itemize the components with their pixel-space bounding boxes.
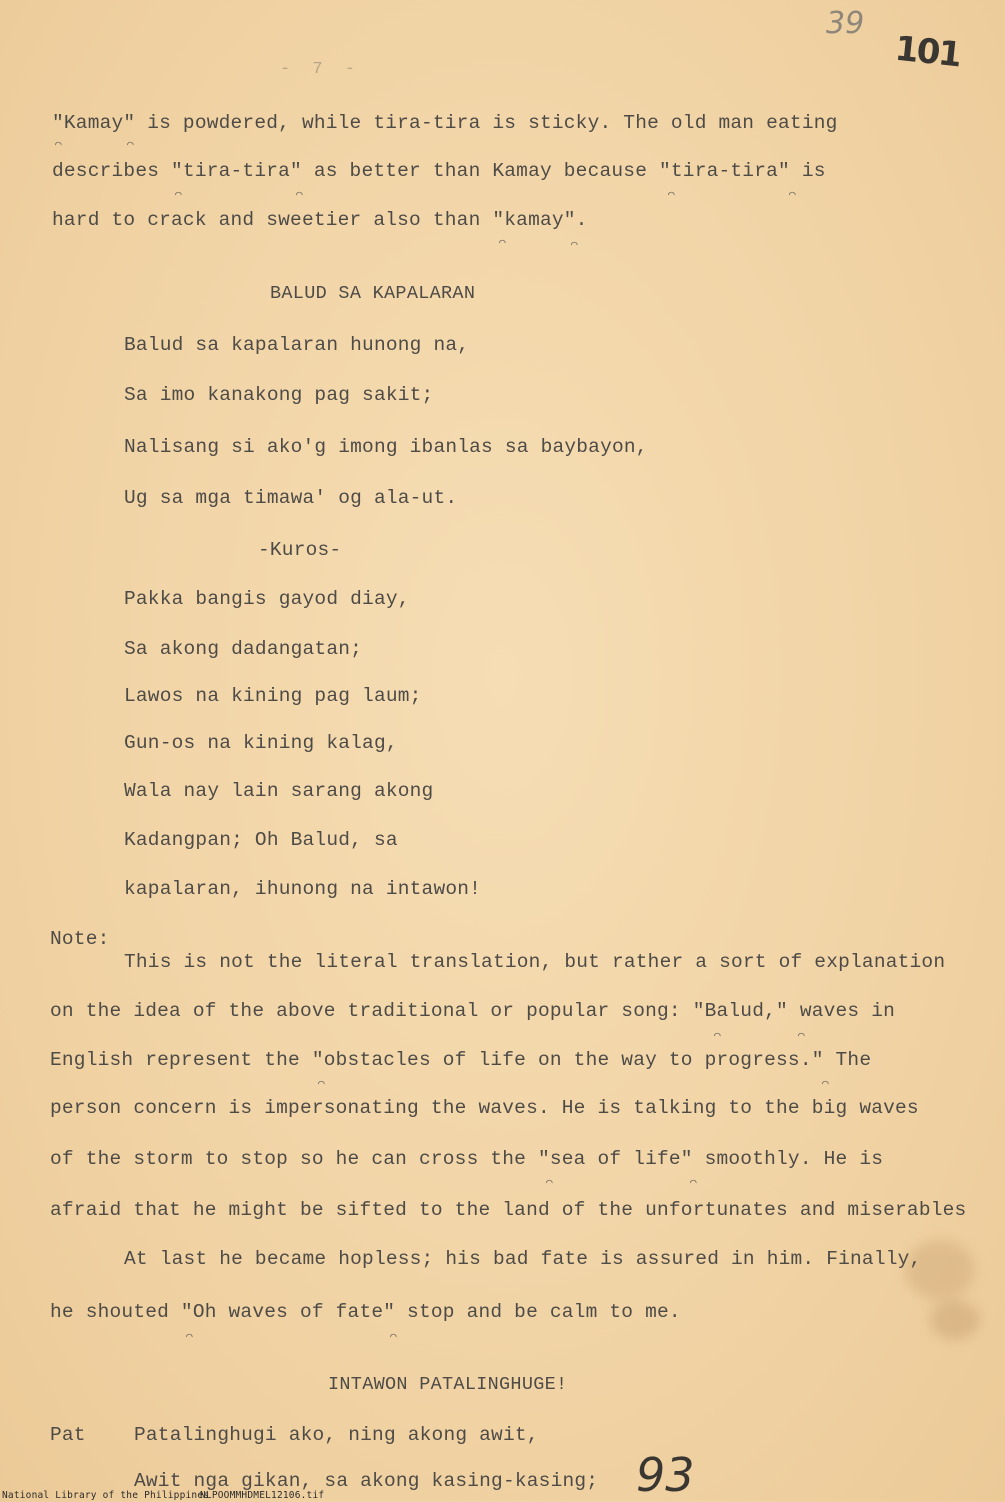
song-verse-line: Nalisang si ako'g imong ibanlas sa baybayon, [124, 436, 648, 458]
song-verse-line: Ug sa mga timawa' og ala-ut. [124, 487, 458, 509]
note-line: At last he became hopless; his bad fate is assured in him. Finally, [124, 1248, 922, 1270]
note-line: of the storm to stop so he can cross the "sea of life" smoothly. He is [50, 1148, 884, 1170]
diacritic-mark: ◠ [499, 238, 506, 250]
diacritic-mark: ◠ [690, 1178, 697, 1190]
diacritic-mark: ◠ [296, 190, 303, 202]
diacritic-mark: ◠ [127, 140, 134, 152]
chorus-label: -Kuros- [258, 539, 342, 561]
stain [930, 1300, 980, 1340]
song-line: Patalinghugi ako, ning akong awit, [134, 1424, 539, 1446]
pencil-page-number: 39 [826, 6, 865, 41]
intro-line: hard to crack and sweetier also than "kamay". [52, 209, 588, 231]
file-id-footer: NLPOOMMHDMEL12106.tif [200, 1490, 325, 1501]
song-chorus-line: Sa akong dadangatan; [124, 638, 363, 660]
song-title: INTAWON PATALINGHUGE! [328, 1374, 568, 1395]
diacritic-mark: ◠ [789, 190, 796, 202]
song-chorus-line: Lawos na kining pag laum; [124, 685, 422, 707]
diacritic-mark: ◠ [55, 140, 62, 152]
speaker-label: Pat [50, 1424, 86, 1446]
diacritic-mark: ◠ [318, 1079, 325, 1091]
song-chorus-line: Kadangpan; Oh Balud, sa [124, 829, 398, 851]
diacritic-mark: ◠ [822, 1079, 829, 1091]
song-verse-line: Sa imo kanakong pag sakit; [124, 384, 434, 406]
song-chorus-line: Gun-os na kining kalag, [124, 732, 398, 754]
note-label: Note: [50, 928, 110, 950]
song-verse-line: Balud sa kapalaran hunong na, [124, 334, 470, 356]
diacritic-mark: ◠ [186, 1332, 193, 1344]
note-line: on the idea of the above traditional or popular song: "Balud," waves in [50, 1000, 896, 1022]
song-chorus-line: kapalaran, ihunong na intawon! [124, 878, 482, 900]
intro-line: "Kamay" is powdered, while tira-tira is sticky. The old man eating [52, 112, 838, 134]
note-line: he shouted "Oh waves of fate" stop and be calm to me. [50, 1301, 681, 1323]
diacritic-mark: ◠ [668, 190, 675, 202]
page-marker: - 7 - [280, 60, 362, 79]
diacritic-mark: ◠ [571, 240, 578, 252]
handwritten-page-number: 93 [636, 1448, 695, 1502]
song-chorus-line: Wala nay lain sarang akong [124, 780, 434, 802]
diacritic-mark: ◠ [798, 1031, 805, 1043]
intro-line: describes "tira-tira" as better than Kamay because "tira-tira" is [52, 160, 826, 182]
diacritic-mark: ◠ [546, 1178, 553, 1190]
note-line: This is not the literal translation, but rather a sort of explanation [124, 951, 946, 973]
note-line: afraid that he might be sifted to the land of the unfortunates and miserables [50, 1199, 967, 1221]
song-title: BALUD SA KAPALARAN [270, 283, 476, 304]
diacritic-mark: ◠ [714, 1031, 721, 1043]
diacritic-mark: ◠ [175, 190, 182, 202]
song-chorus-line: Pakka bangis gayod diay, [124, 588, 410, 610]
library-footer: National Library of the Philippines [2, 1490, 210, 1501]
ink-page-number: 101 [893, 28, 962, 76]
note-line: person concern is impersonating the waves. He is talking to the big waves [50, 1097, 919, 1119]
song-line: Awit nga gikan, sa akong kasing-kasing; [134, 1470, 599, 1492]
diacritic-mark: ◠ [390, 1332, 397, 1344]
note-line: English represent the "obstacles of life on the way to progress." The [50, 1049, 872, 1071]
